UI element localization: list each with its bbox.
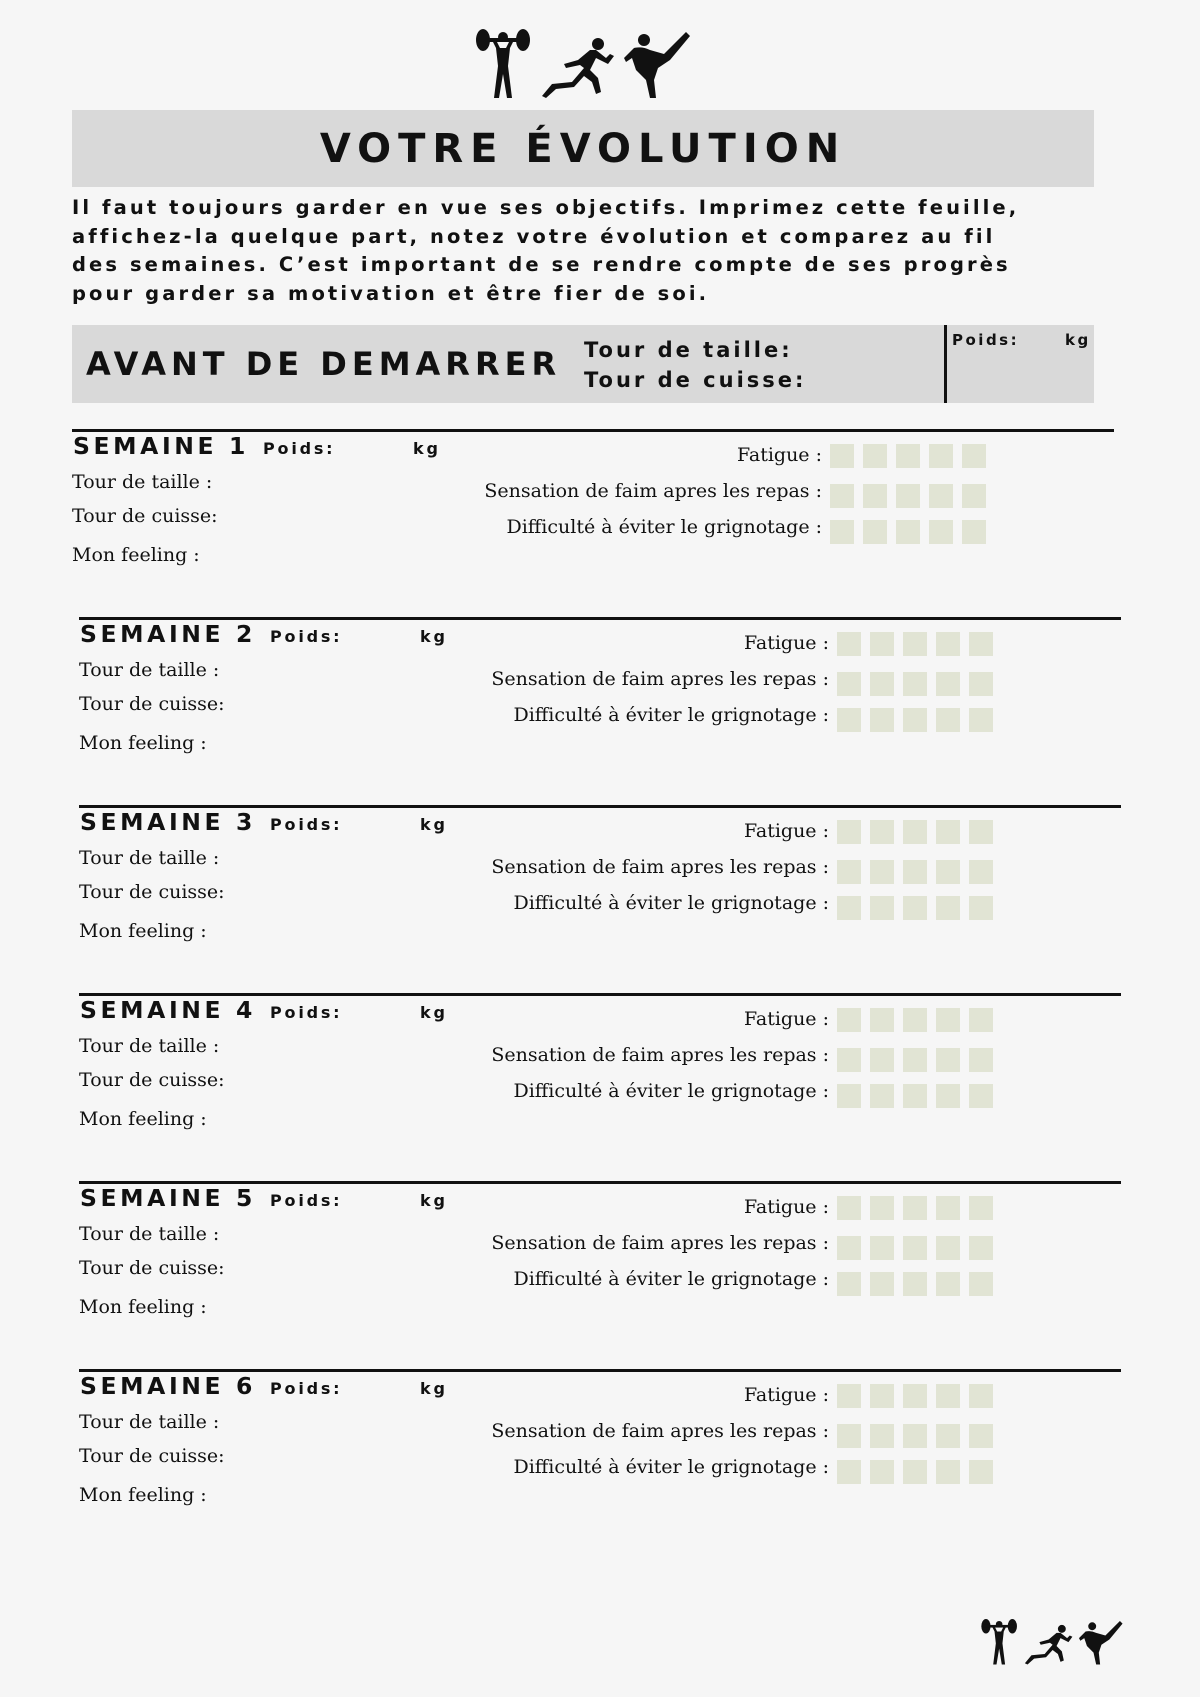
martial-artist-icon [1079,1618,1123,1666]
martial-artist-icon [624,28,690,100]
scale-box[interactable] [936,1460,960,1484]
week-poids-label: Poids: [270,1379,343,1398]
title-band [72,110,1094,187]
week-grignotage-label: Difficulté à éviter le grignotage : [513,704,829,726]
week-poids-label: Poids: [270,627,343,646]
week-poids-label: Poids: [263,439,336,458]
scale-box[interactable] [870,1008,894,1032]
scale-box[interactable] [903,1084,927,1108]
grignotage-scale [837,1460,993,1484]
week-tour-taille-label: Tour de taille : [79,1411,220,1433]
scale-box[interactable] [903,820,927,844]
scale-box[interactable] [837,1460,861,1484]
week-poids-unit: kg [420,627,448,646]
week-tour-cuisse-label: Tour de cuisse: [79,881,225,903]
scale-box[interactable] [903,1008,927,1032]
scale-box[interactable] [837,1008,861,1032]
week-grignotage-label: Difficulté à éviter le grignotage : [513,892,829,914]
before-divider [944,325,947,403]
fatigue-scale [830,444,986,468]
scale-box[interactable] [903,708,927,732]
week-tour-cuisse-label: Tour de cuisse: [79,1445,225,1467]
scale-box[interactable] [936,860,960,884]
before-tour-taille-label: Tour de taille: [584,338,793,362]
scale-box[interactable] [837,1424,861,1448]
intro-line: affichez-la quelque part, notez votre évolution et comparez au fil [72,224,996,248]
scale-box[interactable] [830,444,854,468]
scale-box[interactable] [929,444,953,468]
scale-box[interactable] [969,860,993,884]
week-feeling-label: Mon feeling : [79,1108,207,1130]
week-grignotage-label: Difficulté à éviter le grignotage : [513,1456,829,1478]
week-tour-taille-label: Tour de taille : [79,1223,220,1245]
scale-box[interactable] [870,1084,894,1108]
week-grignotage-label: Difficulté à éviter le grignotage : [506,516,822,538]
scale-box[interactable] [870,672,894,696]
week-tour-cuisse-label: Tour de cuisse: [79,1257,225,1279]
scale-box[interactable] [903,896,927,920]
faim-scale [837,1424,993,1448]
week-title: SEMAINE 4 [80,996,256,1024]
before-poids-unit: kg [1065,331,1091,349]
scale-box[interactable] [830,484,854,508]
week-feeling-label: Mon feeling : [79,920,207,942]
scale-box[interactable] [936,1196,960,1220]
fatigue-scale [837,632,993,656]
week-poids-label: Poids: [270,815,343,834]
scale-box[interactable] [969,1084,993,1108]
week-grignotage-label: Difficulté à éviter le grignotage : [513,1268,829,1290]
scale-box[interactable] [969,820,993,844]
scale-box[interactable] [896,520,920,544]
athletes-footer [980,1617,1123,1666]
page-title: VOTRE ÉVOLUTION [319,125,847,172]
scale-box[interactable] [903,672,927,696]
week-fatigue-label: Fatigue : [743,1384,829,1406]
scale-box[interactable] [863,484,887,508]
week-poids-label: Poids: [270,1003,343,1022]
scale-box[interactable] [929,484,953,508]
scale-box[interactable] [962,520,986,544]
week-feeling-label: Mon feeling : [79,732,207,754]
scale-box[interactable] [870,860,894,884]
week-tour-cuisse-label: Tour de cuisse: [79,693,225,715]
scale-box[interactable] [969,896,993,920]
week-faim-label: Sensation de faim apres les repas : [491,668,829,690]
scale-box[interactable] [870,1048,894,1072]
scale-box[interactable] [936,1424,960,1448]
fatigue-scale [837,1384,993,1408]
scale-box[interactable] [837,1272,861,1296]
scale-box[interactable] [969,1196,993,1220]
faim-scale [837,860,993,884]
scale-box[interactable] [903,1272,927,1296]
scale-box[interactable] [936,632,960,656]
intro-line: pour garder sa motivation et être fier de soi. [72,282,710,306]
week-tour-taille-label: Tour de taille : [79,847,220,869]
intro-text [72,194,1112,309]
scale-box[interactable] [837,708,861,732]
grignotage-scale [837,896,993,920]
week-fatigue-label: Fatigue : [743,632,829,654]
scale-box[interactable] [830,520,854,544]
scale-box[interactable] [903,1196,927,1220]
scale-box[interactable] [903,1424,927,1448]
scale-box[interactable] [837,1384,861,1408]
scale-box[interactable] [969,672,993,696]
scale-box[interactable] [870,1424,894,1448]
weightlifter-icon [474,26,532,100]
scale-box[interactable] [863,520,887,544]
week-block [79,805,1121,985]
week-title: SEMAINE 2 [80,620,256,648]
scale-box[interactable] [870,1272,894,1296]
scale-box[interactable] [837,820,861,844]
before-start-title: AVANT DE DEMARRER [86,345,562,383]
week-tour-cuisse-label: Tour de cuisse: [72,505,218,527]
week-faim-label: Sensation de faim apres les repas : [491,1420,829,1442]
week-block [79,993,1121,1173]
scale-box[interactable] [837,672,861,696]
week-poids-unit: kg [420,815,448,834]
faim-scale [837,1236,993,1260]
sprinter-icon [538,34,618,100]
scale-box[interactable] [929,520,953,544]
scale-box[interactable] [870,708,894,732]
scale-box[interactable] [837,1196,861,1220]
week-feeling-label: Mon feeling : [72,544,200,566]
scale-box[interactable] [936,1236,960,1260]
grignotage-scale [830,520,986,544]
scale-box[interactable] [870,1236,894,1260]
grignotage-scale [837,1272,993,1296]
week-title: SEMAINE 6 [80,1372,256,1400]
fatigue-scale [837,1008,993,1032]
scale-box[interactable] [870,632,894,656]
scale-box[interactable] [969,1008,993,1032]
scale-box[interactable] [903,1460,927,1484]
week-faim-label: Sensation de faim apres les repas : [484,480,822,502]
week-poids-label: Poids: [270,1191,343,1210]
before-start-fields [584,335,806,395]
week-grignotage-label: Difficulté à éviter le grignotage : [513,1080,829,1102]
scale-box[interactable] [969,1384,993,1408]
scale-box[interactable] [903,860,927,884]
scale-box[interactable] [903,1236,927,1260]
scale-box[interactable] [936,672,960,696]
scale-box[interactable] [936,708,960,732]
scale-box[interactable] [969,632,993,656]
scale-box[interactable] [870,1196,894,1220]
week-poids-unit: kg [420,1003,448,1022]
intro-line: des semaines. C’est important de se rendre compte de ses progrès [72,253,1011,277]
week-faim-label: Sensation de faim apres les repas : [491,1232,829,1254]
scale-box[interactable] [837,860,861,884]
week-tour-taille-label: Tour de taille : [79,659,220,681]
scale-box[interactable] [936,896,960,920]
faim-scale [830,484,986,508]
scale-box[interactable] [936,1384,960,1408]
scale-box[interactable] [969,1460,993,1484]
scale-box[interactable] [936,820,960,844]
week-block [72,429,1114,609]
fatigue-scale [837,1196,993,1220]
scale-box[interactable] [896,444,920,468]
before-poids-label: Poids: [952,331,1020,349]
scale-box[interactable] [903,632,927,656]
week-feeling-label: Mon feeling : [79,1484,207,1506]
week-fatigue-label: Fatigue : [743,820,829,842]
week-title: SEMAINE 3 [80,808,256,836]
scale-box[interactable] [837,1048,861,1072]
scale-box[interactable] [870,820,894,844]
scale-box[interactable] [903,1048,927,1072]
scale-box[interactable] [837,896,861,920]
weightlifter-icon [980,1617,1018,1666]
scale-box[interactable] [837,632,861,656]
week-block [79,617,1121,797]
scale-box[interactable] [837,1236,861,1260]
scale-box[interactable] [863,444,887,468]
week-title: SEMAINE 5 [80,1184,256,1212]
grignotage-scale [837,1084,993,1108]
scale-box[interactable] [903,1384,927,1408]
faim-scale [837,1048,993,1072]
week-poids-unit: kg [420,1191,448,1210]
scale-box[interactable] [936,1084,960,1108]
week-tour-taille-label: Tour de taille : [79,1035,220,1057]
week-fatigue-label: Fatigue : [736,444,822,466]
scale-box[interactable] [870,1460,894,1484]
week-block [79,1369,1121,1549]
week-tour-cuisse-label: Tour de cuisse: [79,1069,225,1091]
scale-box[interactable] [936,1272,960,1296]
intro-line: Il faut toujours garder en vue ses objectifs. Imprimez cette feuille, [72,196,1020,219]
week-fatigue-label: Fatigue : [743,1196,829,1218]
week-block [79,1181,1121,1361]
scale-box[interactable] [969,1236,993,1260]
before-tour-cuisse-label: Tour de cuisse: [584,368,807,392]
scale-box[interactable] [969,1048,993,1072]
week-faim-label: Sensation de faim apres les repas : [491,1044,829,1066]
week-tour-taille-label: Tour de taille : [72,471,213,493]
week-faim-label: Sensation de faim apres les repas : [491,856,829,878]
scale-box[interactable] [969,708,993,732]
week-poids-unit: kg [420,1379,448,1398]
scale-box[interactable] [870,1384,894,1408]
scale-box[interactable] [936,1008,960,1032]
scale-box[interactable] [962,444,986,468]
scale-box[interactable] [896,484,920,508]
grignotage-scale [837,708,993,732]
fatigue-scale [837,820,993,844]
scale-box[interactable] [837,1084,861,1108]
scale-box[interactable] [936,1048,960,1072]
week-fatigue-label: Fatigue : [743,1008,829,1030]
sprinter-icon [1022,1622,1075,1666]
scale-box[interactable] [962,484,986,508]
scale-box[interactable] [969,1272,993,1296]
week-poids-unit: kg [413,439,441,458]
scale-box[interactable] [969,1424,993,1448]
athletes-header [474,26,690,100]
scale-box[interactable] [870,896,894,920]
before-start-band [72,325,1094,403]
faim-scale [837,672,993,696]
week-title: SEMAINE 1 [73,432,249,460]
week-feeling-label: Mon feeling : [79,1296,207,1318]
